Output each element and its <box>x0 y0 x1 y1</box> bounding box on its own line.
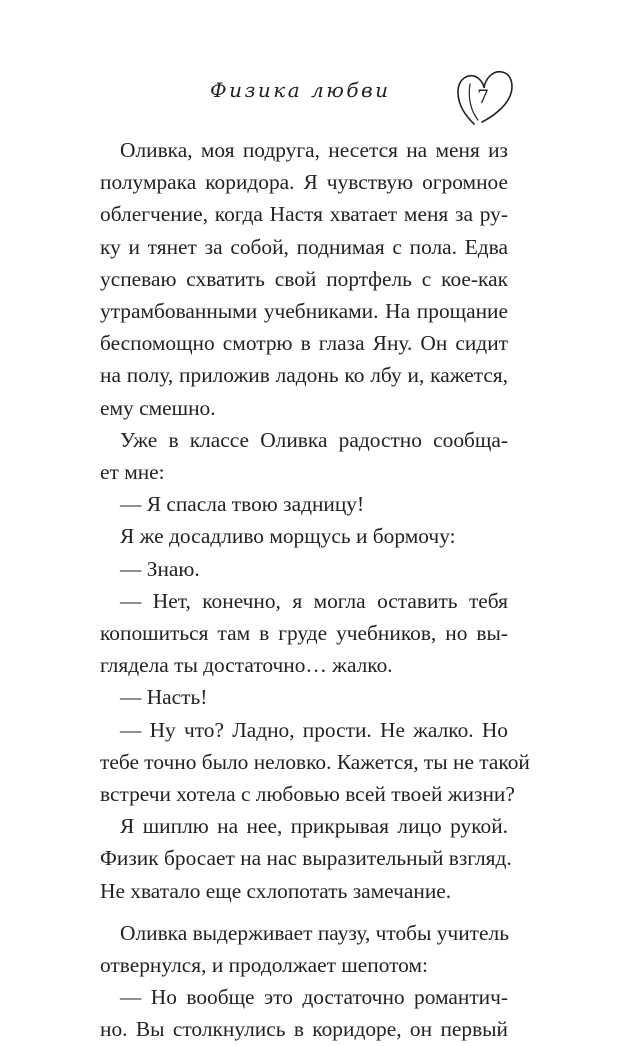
text-line: Оливка, моя подруга, несется на меня из <box>120 138 508 162</box>
text-line: Физик бросает на нас выразительный взгляд. <box>100 846 512 871</box>
text-line: Я шиплю на нее, прикрывая лицо рукой. <box>120 814 508 839</box>
text-line: — Я спасла твою задницу! <box>120 492 365 517</box>
text-line: Оливка выдерживает паузу, чтобы учитель <box>120 920 509 945</box>
text-line: — Ну что? Ладно, прости. Не жалко. Но <box>120 717 508 742</box>
text-line: Не хватало еще схлопотать замечание. <box>100 878 452 903</box>
text-line: облегчение, когда Настя хватает меня за ру- <box>100 202 508 227</box>
text-line: отвернулся, и продолжает шепотом: <box>100 953 428 978</box>
text-line: но. Вы столкнулись в коридоре, он первый <box>100 1017 508 1042</box>
text-line: ему смешно. <box>100 395 216 420</box>
text-line: беспомощно смотрю в глаза Яну. Он сидит <box>100 331 508 356</box>
text-line: глядела ты достаточно… жалко. <box>100 653 393 678</box>
text-line: встречи хотела с любовью всей твоей жизни? <box>100 782 515 807</box>
text-line: успеваю схватить свой портфель с кое-как <box>100 266 508 291</box>
page-number: 7 <box>476 86 490 108</box>
text-line: тебе точно было неловко. Кажется, ты не такой <box>100 749 530 774</box>
text-line: копошиться там в груде учебников, но вы- <box>100 621 508 646</box>
running-title: Физика любви <box>210 78 391 102</box>
text-line: Уже в классе Оливка радостно сообща- <box>120 427 508 452</box>
text-line: на полу, приложив ладонь ко лбу и, кажется, <box>100 363 508 388</box>
text-line: ку и тянет за собой, поднимая с пола. Едва <box>100 234 508 259</box>
text-line: полумрака коридора. Я чувствую огромное <box>100 170 508 195</box>
page-number-badge <box>452 66 516 130</box>
text-line: утрамбованными учебниками. На прощание <box>100 299 508 324</box>
text-line: Я же досадливо морщусь и бормочу: <box>120 524 456 549</box>
text-line: ет мне: <box>100 460 165 485</box>
text-line: — Насть! <box>120 685 208 710</box>
body-text <box>100 134 530 1046</box>
text-line: — Но вообще это достаточно романтич- <box>120 985 508 1010</box>
text-line: — Нет, конечно, я могла оставить тебя <box>120 588 508 613</box>
text-line: — Знаю. <box>120 556 200 581</box>
